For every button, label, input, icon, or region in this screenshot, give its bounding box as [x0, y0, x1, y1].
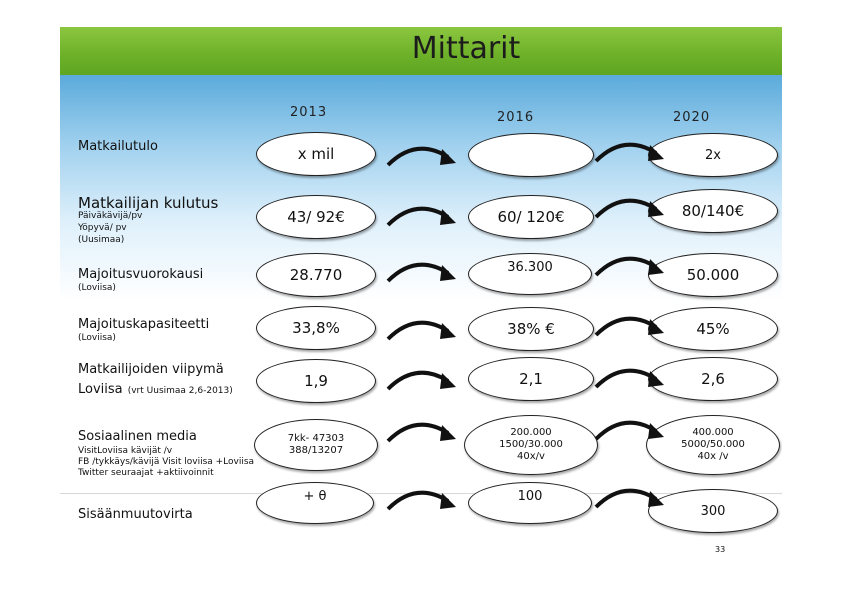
- value-oval: 300: [648, 489, 778, 533]
- value-oval: 1,9: [256, 359, 376, 403]
- page-number: 33: [715, 545, 726, 554]
- row-sub-label: VisitLoviisa kävijät /v: [78, 446, 173, 456]
- curved-arrow-icon: [382, 251, 462, 291]
- row-sub-label: (Loviisa): [78, 283, 116, 293]
- value-oval: [464, 415, 598, 475]
- value-line: 200.000: [510, 427, 552, 438]
- slide-title: Mittarit: [411, 31, 521, 66]
- value-oval: 33,8%: [256, 306, 376, 350]
- value-line: 388/13207: [288, 445, 344, 456]
- value-oval: 2x: [648, 133, 778, 177]
- curved-arrow-icon: [382, 479, 462, 519]
- row-sub-label: Yöpyvä/ pv: [78, 223, 127, 233]
- row-label-majoitusvuorokausi: Majoitusvuorokausi: [78, 267, 204, 282]
- curved-arrow-icon: [590, 245, 670, 285]
- row-label-loviisa-note: (vrt Uusimaa 2,6-2013): [127, 386, 233, 396]
- value-oval: 36.300: [468, 253, 592, 295]
- value-oval: 45%: [648, 307, 778, 351]
- curved-arrow-icon: [382, 309, 462, 349]
- value-oval: 50.000: [648, 253, 778, 297]
- row-sub-label: Twitter seuraajat +aktiivoinnit: [78, 468, 214, 478]
- curved-arrow-icon: [382, 359, 462, 399]
- row-label-sisaanmuutovirta: Sisäänmuutovirta: [78, 507, 193, 522]
- column-header-2020: 2020: [673, 110, 711, 125]
- curved-arrow-icon: [590, 477, 670, 517]
- curved-arrow-icon: [590, 409, 670, 449]
- value-line: 1500/30.000: [499, 439, 563, 450]
- column-header-2013: 2013: [290, 105, 328, 120]
- row-label-loviisa: [78, 378, 233, 397]
- value-oval: 43/ 92€: [256, 195, 376, 239]
- value-line: 7kk- 47303: [287, 433, 345, 444]
- row-label-viipyma: Matkailijoiden viipymä: [78, 362, 224, 377]
- curved-arrow-icon: [590, 187, 670, 227]
- value-oval: [468, 133, 594, 177]
- curved-arrow-icon: [590, 131, 670, 171]
- value-oval: 2,1: [468, 357, 594, 401]
- row-label-loviisa-text: Loviisa: [78, 382, 123, 397]
- curved-arrow-icon: [382, 411, 462, 451]
- value-line: 40x/v: [517, 451, 545, 462]
- row-sub-label: (Uusimaa): [78, 235, 125, 245]
- value-line: 5000/50.000: [681, 439, 745, 450]
- curved-arrow-icon: [382, 135, 462, 175]
- title-bar: [60, 27, 782, 75]
- value-oval: 2,6: [648, 357, 778, 401]
- value-line: 40x /v: [697, 451, 729, 462]
- row-label-sosiaalinen-media: Sosiaalinen media: [78, 429, 197, 444]
- row-sub-label: FB /tykkäys/kävijä Visit loviisa +Loviisa: [78, 457, 255, 467]
- curved-arrow-icon: [382, 195, 462, 235]
- row-label-matkailutulo: Matkailutulo: [78, 139, 158, 154]
- row-label-majoituskapasiteetti: Majoituskapasiteetti: [78, 317, 210, 332]
- column-header-2016: 2016: [497, 110, 535, 125]
- value-oval: 60/ 120€: [468, 195, 594, 239]
- value-oval: x mil: [256, 132, 376, 176]
- value-oval: 38% €: [468, 307, 594, 351]
- value-oval: [254, 419, 378, 471]
- slide: [60, 27, 782, 567]
- value-oval: 80/140€: [648, 189, 778, 233]
- row-label-kulutus: Matkailijan kulutus: [78, 194, 219, 212]
- row-sub-label: (Loviisa): [78, 333, 116, 343]
- curved-arrow-icon: [590, 357, 670, 397]
- value-line: 400.000: [692, 427, 734, 438]
- value-oval: 100: [468, 482, 592, 524]
- value-oval: + θ: [256, 482, 374, 524]
- curved-arrow-icon: [590, 305, 670, 345]
- value-oval: 28.770: [256, 253, 376, 297]
- row-sub-label: Päiväkävijä/pv: [78, 211, 143, 221]
